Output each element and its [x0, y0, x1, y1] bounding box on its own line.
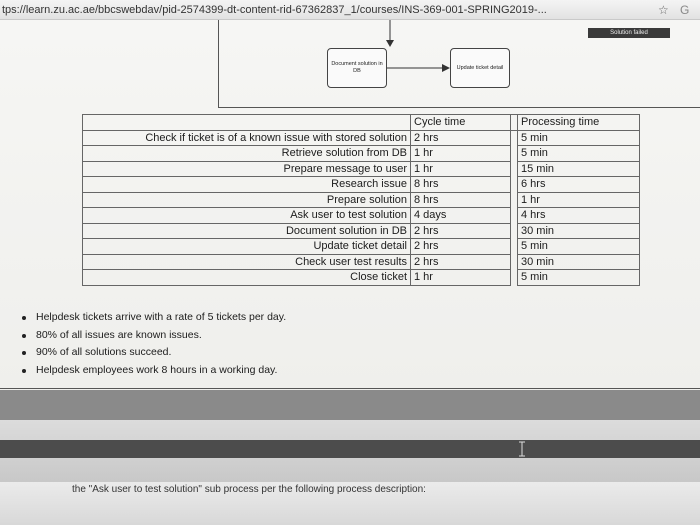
- column-gap: [511, 130, 518, 146]
- cycle-time-cell: 2 hrs: [411, 130, 511, 146]
- task-header: [83, 115, 411, 131]
- table-header-row: [83, 115, 640, 131]
- column-gap: [511, 115, 518, 131]
- flow-arrow-icon: [387, 62, 450, 74]
- assumptions-list: [22, 309, 286, 379]
- column-gap: [511, 146, 518, 162]
- page-gap: [0, 390, 700, 420]
- table-row: [83, 177, 640, 193]
- list-item: 80% of all issues are known issues.: [22, 327, 286, 345]
- table-row: [83, 161, 640, 177]
- update-ticket-box: [450, 48, 510, 88]
- task-cell: Prepare solution: [83, 192, 411, 208]
- table-row: [83, 239, 640, 255]
- processing-time-cell: 5 min: [518, 270, 640, 286]
- cycle-time-cell: 8 hrs: [411, 192, 511, 208]
- column-gap: [511, 254, 518, 270]
- cycle-time-cell: 8 hrs: [411, 177, 511, 193]
- table-row: [83, 192, 640, 208]
- processing-time-cell: 5 min: [518, 239, 640, 255]
- next-page-header-band: [0, 440, 700, 458]
- task-cell: Check user test results: [83, 254, 411, 270]
- lane-tag-label: Solution failed: [588, 28, 670, 38]
- table-row: [83, 270, 640, 286]
- cycle-time-cell: 2 hrs: [411, 223, 511, 239]
- next-page-content: [0, 482, 700, 525]
- task-cell: Document solution in DB: [83, 223, 411, 239]
- cycle-time-cell: 2 hrs: [411, 254, 511, 270]
- pdf-page: [0, 20, 700, 390]
- update-ticket-label: Update ticket detail: [456, 64, 504, 71]
- task-cell: Retrieve solution from DB: [83, 146, 411, 162]
- table-row: [83, 146, 640, 162]
- list-item: 90% of all solutions succeed.: [22, 344, 286, 362]
- table-row: [83, 254, 640, 270]
- next-page-instruction: the "Ask user to test solution" sub process per the following process description:: [72, 484, 426, 495]
- cycle-time-cell: 1 hr: [411, 146, 511, 162]
- document-solution-box: [327, 48, 387, 88]
- processing-time-cell: 30 min: [518, 254, 640, 270]
- list-item: Helpdesk employees work 8 hours in a working day.: [22, 362, 286, 380]
- text-cursor-icon: [518, 441, 526, 457]
- column-gap: [511, 239, 518, 255]
- task-cell: Ask user to test solution: [83, 208, 411, 224]
- task-cell: Prepare message to user: [83, 161, 411, 177]
- column-gap: [511, 161, 518, 177]
- bookmark-star-icon[interactable]: ☆: [658, 3, 669, 17]
- task-times-table: [82, 114, 640, 286]
- cycle-time-cell: 1 hr: [411, 270, 511, 286]
- down-arrow-icon: [385, 20, 395, 48]
- processing-time-cell: 6 hrs: [518, 177, 640, 193]
- column-gap: [511, 192, 518, 208]
- table-row: [83, 130, 640, 146]
- extension-icon[interactable]: G: [680, 3, 690, 17]
- document-solution-label: Document solution in DB: [331, 61, 383, 74]
- column-gap: [511, 223, 518, 239]
- task-cell: Check if ticket is of a known issue with stored solution: [83, 130, 411, 146]
- processing-time-cell: 1 hr: [518, 192, 640, 208]
- table-row: [83, 223, 640, 239]
- url-text[interactable]: tps://learn.zu.ac.ae/bbcswebdav/pid-2574399-dt-content-rid-67362837_1/courses/INS-369-001-SPRING2019-...: [2, 4, 547, 16]
- processing-time-cell: 5 min: [518, 146, 640, 162]
- column-gap: [511, 270, 518, 286]
- list-item: Helpdesk tickets arrive with a rate of 5 tickets per day.: [22, 309, 286, 327]
- column-gap: [511, 208, 518, 224]
- processing-time-cell: 30 min: [518, 223, 640, 239]
- table-body: [83, 130, 640, 285]
- task-cell: Update ticket detail: [83, 239, 411, 255]
- processing-time-cell: 4 hrs: [518, 208, 640, 224]
- cycle-time-cell: 2 hrs: [411, 239, 511, 255]
- task-cell: Research issue: [83, 177, 411, 193]
- cycle-time-cell: 1 hr: [411, 161, 511, 177]
- cycle-time-cell: 4 days: [411, 208, 511, 224]
- cycle-time-header: Cycle time: [411, 115, 511, 131]
- table-row: [83, 208, 640, 224]
- processing-time-cell: 5 min: [518, 130, 640, 146]
- footer-divider: [0, 388, 700, 389]
- task-cell: Close ticket: [83, 270, 411, 286]
- browser-address-bar[interactable]: [0, 0, 700, 20]
- processing-time-cell: 15 min: [518, 161, 640, 177]
- column-gap: [511, 177, 518, 193]
- processing-time-header: Processing time: [518, 115, 640, 131]
